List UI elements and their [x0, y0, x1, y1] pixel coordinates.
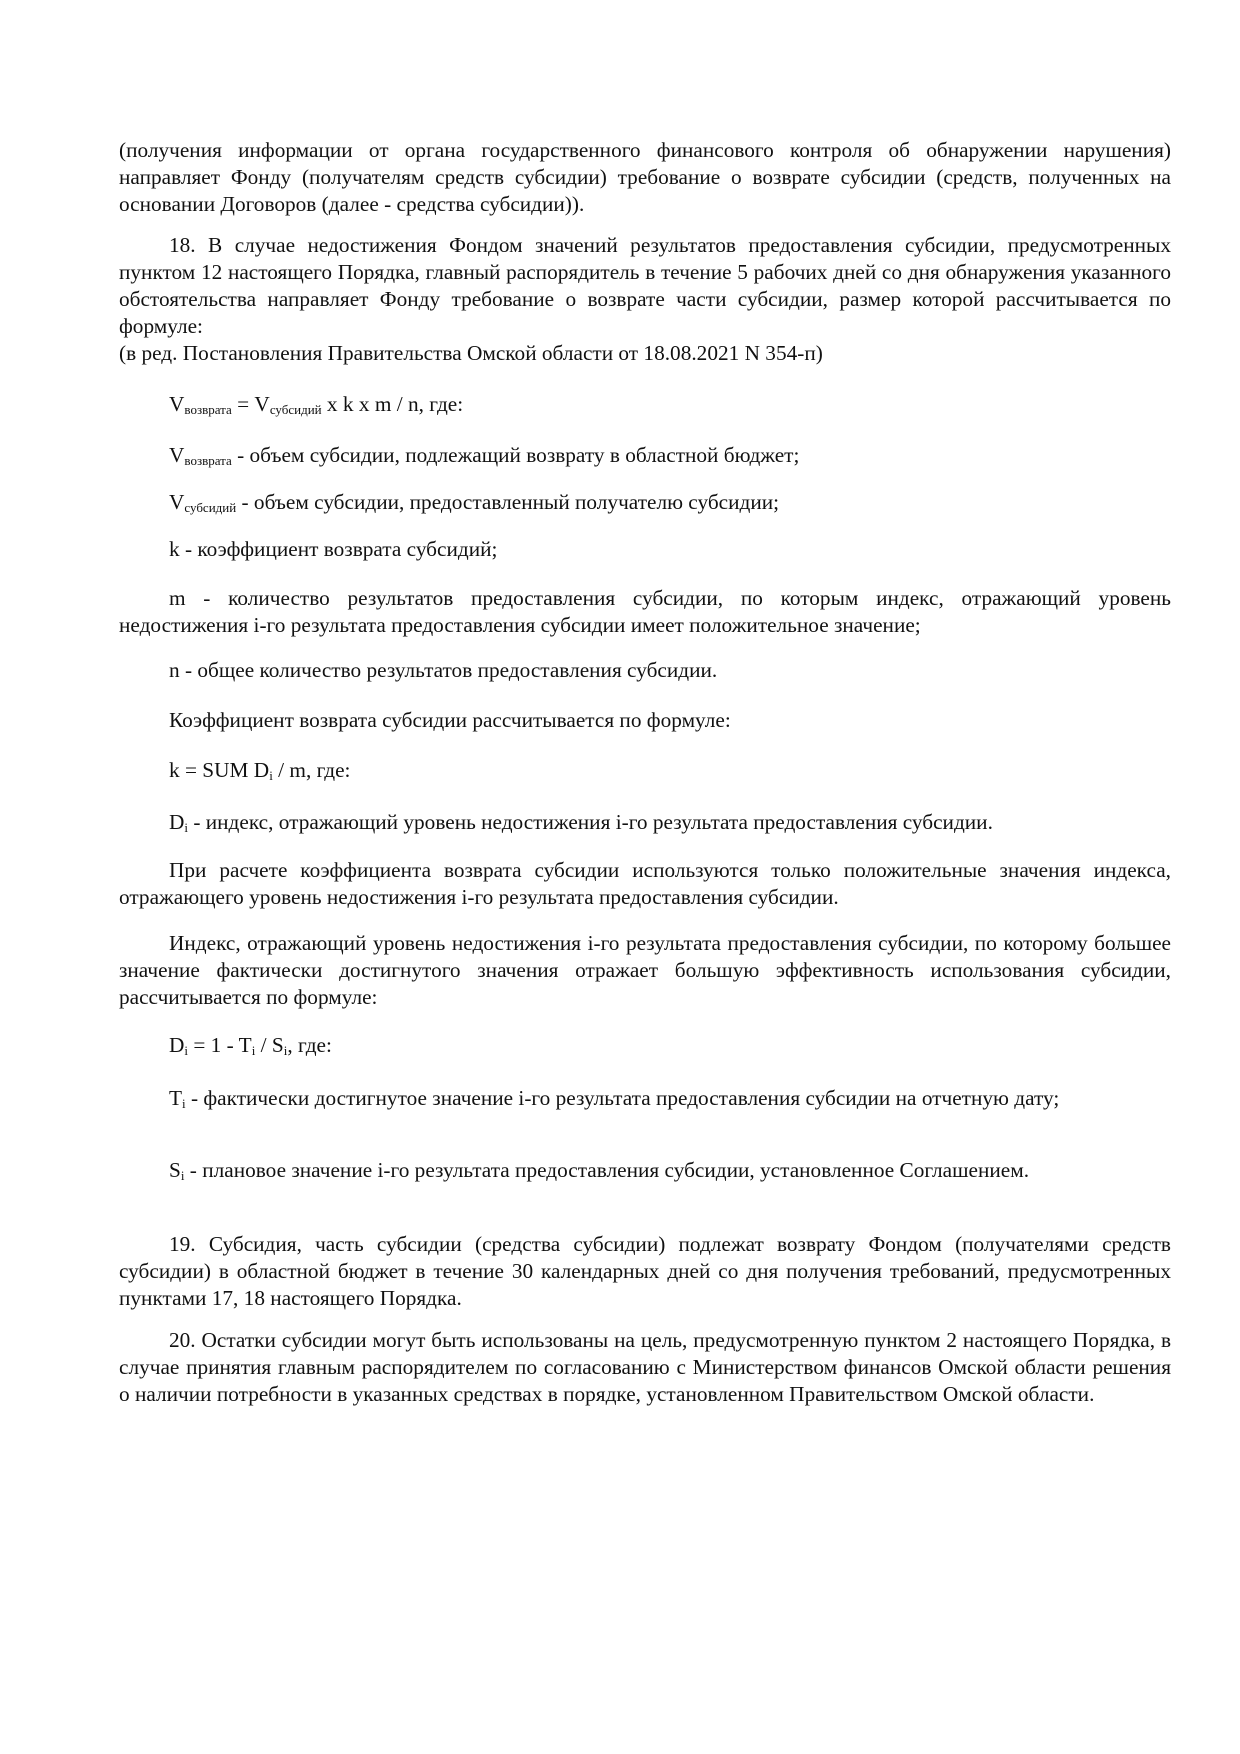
f2-sub: i: [269, 768, 273, 783]
definition-v-return: [119, 442, 1171, 469]
d7-a: T: [169, 1086, 183, 1110]
f3-s3: i: [283, 1043, 288, 1058]
formula-di: [119, 1032, 1171, 1059]
d1-rest: - объем субсидии, подлежащий возврату в областной бюджет;: [231, 443, 800, 467]
f1-sub1: возврата: [184, 402, 232, 417]
d8-rest: - плановое значение i-го результата предоставления субсидии, установленное Соглашением.: [184, 1158, 1030, 1182]
definition-di: [119, 809, 1171, 836]
definition-n: n - общее количество результатов предоставления субсидии.: [169, 658, 718, 682]
paragraph-19: 19. Субсидия, часть субсидии (средства субсидии) подлежат возврату Фондом (получателями средств субсидии) в областной бюджет в течение 30 календарных дней со дня получения требований, предусмотренных пунктами 17, 18 настоящего Порядка.: [119, 1232, 1171, 1310]
d6-sub: i: [184, 820, 189, 835]
d1-v: V: [169, 443, 185, 467]
paragraph-continuation: (получения информации от органа государственного финансового контроля об обнаружении нарушения) направляет Фонду (получателям средств субсидии) требование о возврате субсидии (средств, полученных на основании Договоров (далее - средства субсидии)).: [119, 138, 1171, 216]
d1-sub: возврата: [184, 453, 232, 468]
d7-rest: - фактически достигнутое значение i-го результата предоставления субсидии на отчетную дату;: [185, 1086, 1060, 1110]
d8-sub: i: [180, 1168, 185, 1183]
formula-return-volume: [119, 391, 1171, 418]
definition-k: k - коэффициент возврата субсидий;: [169, 537, 498, 561]
paragraph-18: 18. В случае недостижения Фондом значений результатов предоставления субсидии, предусмотренных пунктом 12 настоящего Порядка, главный распорядитель в течение 5 рабочих дней со дня обнаружения указанного обстоятельства направляет Фонду требование о возврате части субсидии, размер которой рассчитывается по формуле:: [119, 233, 1171, 338]
paragraph-positive-values: При расчете коэффициента возврата субсидии используются только положительные значения индекса, отражающего уровень недостижения i-го результата предоставления субсидии.: [119, 858, 1171, 909]
d7-sub: i: [182, 1096, 186, 1111]
d6-a: D: [169, 810, 185, 834]
f3-s1: i: [184, 1043, 189, 1058]
formula-k: [119, 757, 1171, 784]
d6-rest: - индекс, отражающий уровень недостижения i-го результата предоставления субсидии.: [188, 810, 993, 834]
definition-m: m - количество результатов предоставления субсидии, по которым индекс, отражающий уровень недостижения i-го результата предоставления субсидии имеет положительное значение;: [119, 586, 1171, 637]
amendment-note: (в ред. Постановления Правительства Омской области от 18.08.2021 N 354-п): [119, 341, 823, 365]
coefficient-intro: Коэффициент возврата субсидии рассчитывается по формуле:: [169, 708, 731, 732]
f2-a: k = SUM D: [169, 758, 270, 782]
f3-s2: i: [251, 1043, 256, 1058]
d2-rest: - объем субсидии, предоставленный получателю субсидии;: [236, 490, 780, 514]
f1-sub2: субсидий: [269, 402, 322, 417]
f2-rest: / m, где:: [272, 758, 351, 782]
f3-a: D: [169, 1033, 185, 1057]
f1-v: V: [169, 392, 185, 416]
d2-v: V: [169, 490, 185, 514]
f3-d: , где:: [287, 1033, 332, 1057]
f3-c: / S: [255, 1033, 284, 1057]
definition-ti: [119, 1085, 1171, 1112]
definition-si: [119, 1157, 1171, 1184]
f1-eq: = V: [231, 392, 270, 416]
d2-sub: субсидий: [184, 500, 237, 515]
paragraph-index: Индекс, отражающий уровень недостижения i-го результата предоставления субсидии, по которому большее значение фактически достигнутого значения отражает большую эффективность использования субсидии, рассчитывается по формуле:: [119, 931, 1171, 1009]
definition-v-subsidy: [119, 489, 1171, 516]
f1-rest: x k x m / n, где:: [321, 392, 464, 416]
d8-a: S: [169, 1158, 181, 1182]
paragraph-20: 20. Остатки субсидии могут быть использованы на цель, предусмотренную пунктом 2 настоящего Порядка, в случае принятия главным распорядителем по согласованию с Министерством финансов Омской области решения о наличии потребности в указанных средствах в порядке, установленном Правительством Омской области.: [119, 1328, 1171, 1406]
f3-b: = 1 - T: [188, 1033, 252, 1057]
